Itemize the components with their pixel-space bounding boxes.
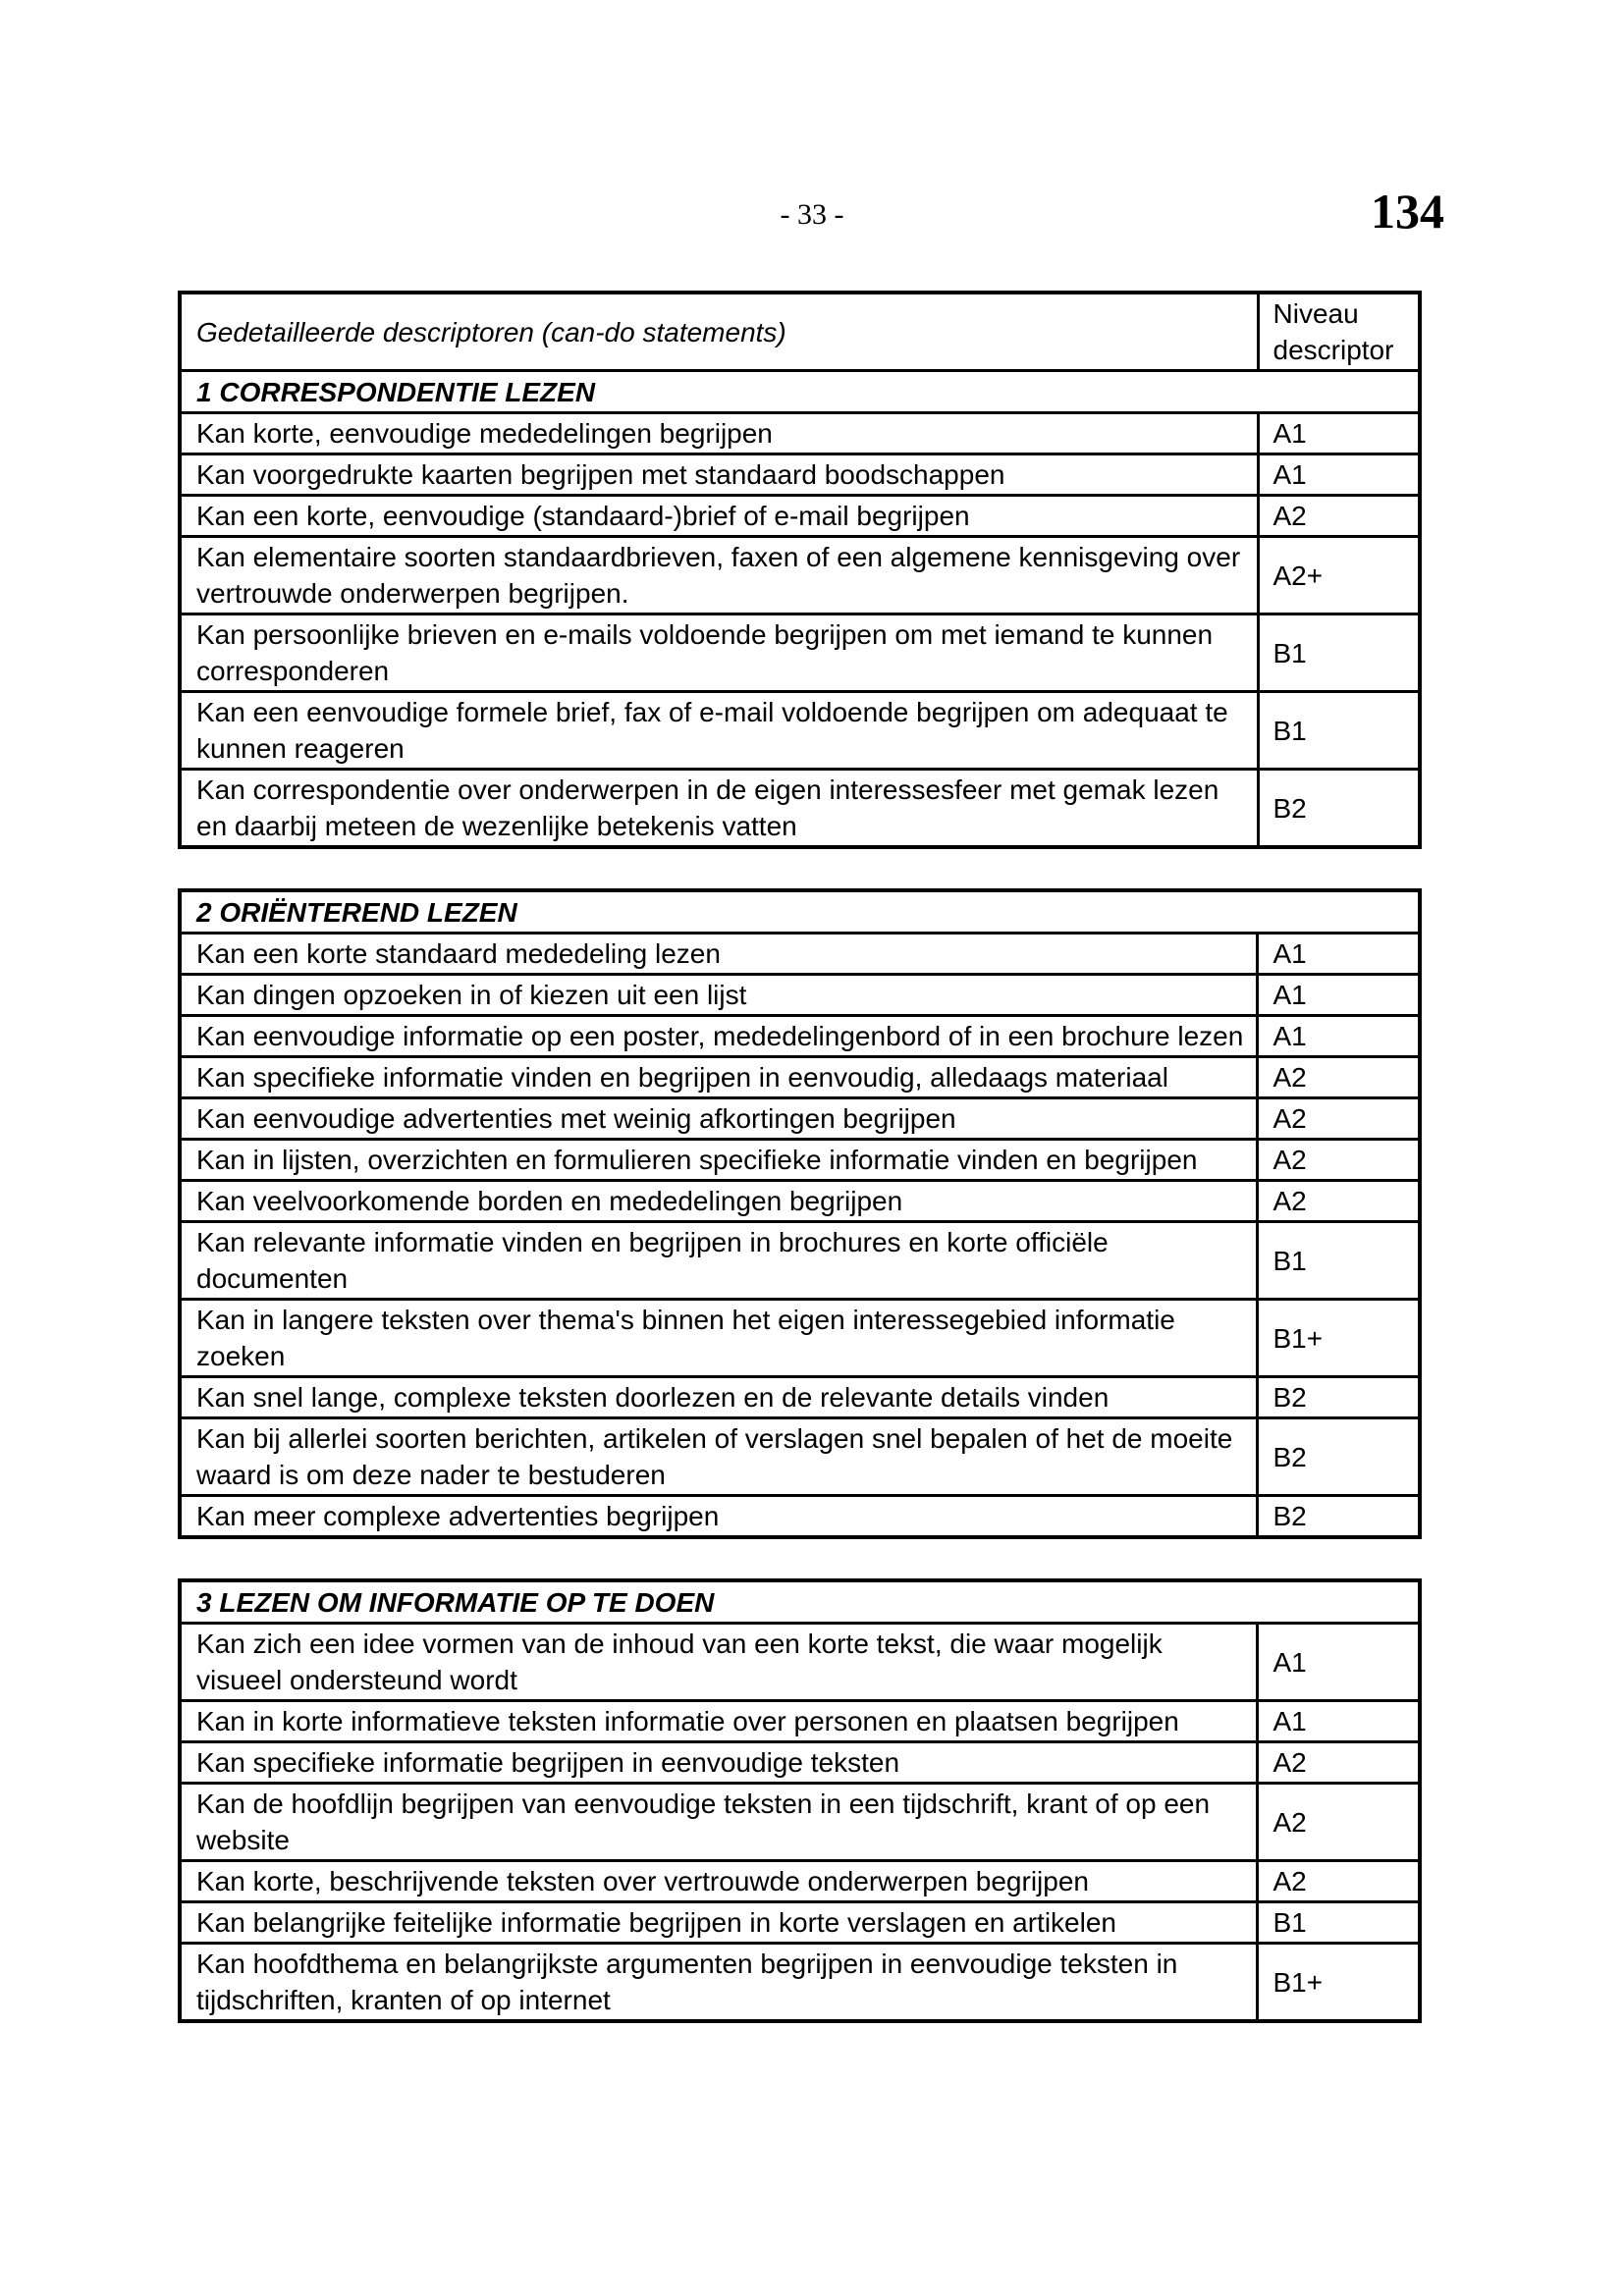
column-header-descriptors: Gedetailleerde descriptoren (can-do statements)	[180, 293, 1258, 371]
level-value: A2	[1258, 1861, 1420, 1902]
section-title-row	[180, 371, 1420, 413]
descriptor-row	[180, 1016, 1420, 1057]
level-value: B1	[1258, 692, 1420, 770]
descriptor-row	[180, 1300, 1420, 1377]
section-title: 2 ORIËNTEREND LEZEN	[180, 890, 1420, 934]
descriptor-row	[180, 537, 1420, 614]
descriptor-text: Kan in lijsten, overzichten en formulieren specifieke informatie vinden en begrijpen	[180, 1140, 1258, 1181]
level-value: A1	[1258, 1624, 1420, 1701]
descriptor-table-1	[178, 291, 1422, 849]
level-value: A1	[1258, 934, 1420, 975]
descriptor-text: Kan eenvoudige informatie op een poster, mededelingenbord of in een brochure lezen	[180, 1016, 1258, 1057]
level-value: B1+	[1258, 1944, 1420, 2022]
descriptor-text: Kan in langere teksten over thema's binnen het eigen interessegebied informatie zoeken	[180, 1300, 1258, 1377]
section-title-row	[180, 1580, 1420, 1624]
descriptor-row	[180, 1624, 1420, 1701]
descriptor-text: Kan specifieke informatie begrijpen in eenvoudige teksten	[180, 1742, 1258, 1784]
descriptor-row	[180, 454, 1420, 496]
section-title-row	[180, 890, 1420, 934]
descriptor-text: Kan persoonlijke brieven en e-mails voldoende begrijpen om met iemand te kunnen corresponderen	[180, 614, 1258, 692]
level-value: A2	[1258, 1057, 1420, 1098]
descriptor-row	[180, 692, 1420, 770]
descriptor-row	[180, 1377, 1420, 1418]
level-value: B1	[1258, 1222, 1420, 1300]
descriptor-text: Kan correspondentie over onderwerpen in de eigen interessesfeer met gemak lezen en daarbij meteen de wezenlijke betekenis vatten	[180, 770, 1258, 848]
descriptor-text: Kan dingen opzoeken in of kiezen uit een lijst	[180, 975, 1258, 1016]
level-value: B2	[1258, 1496, 1420, 1538]
descriptor-row	[180, 770, 1420, 848]
level-value: B2	[1258, 1418, 1420, 1496]
descriptor-row	[180, 1861, 1420, 1902]
column-header-level: Niveau descriptor	[1258, 293, 1420, 371]
level-value: A2	[1258, 1098, 1420, 1140]
descriptor-row	[180, 1057, 1420, 1098]
descriptor-text: Kan de hoofdlijn begrijpen van eenvoudige teksten in een tijdschrift, krant of op een website	[180, 1784, 1258, 1861]
descriptor-text: Kan korte, eenvoudige mededelingen begrijpen	[180, 413, 1258, 454]
descriptor-row	[180, 1742, 1420, 1784]
descriptor-text: Kan specifieke informatie vinden en begrijpen in eenvoudig, alledaags materiaal	[180, 1057, 1258, 1098]
descriptor-row	[180, 1098, 1420, 1140]
page-number-corner: 134	[1371, 184, 1444, 239]
level-value: B1+	[1258, 1300, 1420, 1377]
descriptor-text: Kan hoofdthema en belangrijkste argumenten begrijpen in eenvoudige teksten in tijdschriften, kranten of op internet	[180, 1944, 1258, 2022]
descriptor-row	[180, 1418, 1420, 1496]
descriptor-row	[180, 1944, 1420, 2022]
descriptor-table-3	[178, 1578, 1422, 2023]
descriptor-row	[180, 1701, 1420, 1742]
descriptor-text: Kan meer complexe advertenties begrijpen	[180, 1496, 1258, 1538]
level-value: A2	[1258, 1181, 1420, 1222]
level-value: A1	[1258, 975, 1420, 1016]
level-value: A2	[1258, 1784, 1420, 1861]
descriptor-row	[180, 413, 1420, 454]
descriptor-row	[180, 1902, 1420, 1944]
level-value: B2	[1258, 770, 1420, 848]
level-value: B2	[1258, 1377, 1420, 1418]
descriptor-row	[180, 1140, 1420, 1181]
descriptor-text: Kan zich een idee vormen van de inhoud van een korte tekst, die waar mogelijk visueel ondersteund wordt	[180, 1624, 1258, 1701]
descriptor-table-2	[178, 888, 1422, 1539]
descriptor-text: Kan een korte, eenvoudige (standaard-)brief of e-mail begrijpen	[180, 496, 1258, 537]
descriptor-row	[180, 614, 1420, 692]
descriptor-row	[180, 1496, 1420, 1538]
level-value: B1	[1258, 1902, 1420, 1944]
descriptor-text: Kan een eenvoudige formele brief, fax of e-mail voldoende begrijpen om adequaat te kunnen reageren	[180, 692, 1258, 770]
descriptor-text: Kan snel lange, complexe teksten doorlezen en de relevante details vinden	[180, 1377, 1258, 1418]
level-value: A2+	[1258, 537, 1420, 614]
descriptor-row	[180, 1222, 1420, 1300]
descriptor-text: Kan eenvoudige advertenties met weinig afkortingen begrijpen	[180, 1098, 1258, 1140]
section-title: 1 CORRESPONDENTIE LEZEN	[180, 371, 1420, 413]
page-number-center: - 33 -	[780, 198, 844, 231]
descriptor-row	[180, 934, 1420, 975]
descriptor-text: Kan voorgedrukte kaarten begrijpen met standaard boodschappen	[180, 454, 1258, 496]
descriptor-text: Kan korte, beschrijvende teksten over vertrouwde onderwerpen begrijpen	[180, 1861, 1258, 1902]
descriptor-text: Kan elementaire soorten standaardbrieven, faxen of een algemene kennisgeving over vertrouwde onderwerpen begrijpen.	[180, 537, 1258, 614]
descriptor-text: Kan een korte standaard mededeling lezen	[180, 934, 1258, 975]
descriptor-row	[180, 975, 1420, 1016]
descriptor-text: Kan belangrijke feitelijke informatie begrijpen in korte verslagen en artikelen	[180, 1902, 1258, 1944]
descriptor-row	[180, 1181, 1420, 1222]
descriptor-text: Kan bij allerlei soorten berichten, artikelen of verslagen snel bepalen of het de moeite waard is om deze nader te bestuderen	[180, 1418, 1258, 1496]
descriptor-row	[180, 496, 1420, 537]
descriptor-text: Kan in korte informatieve teksten informatie over personen en plaatsen begrijpen	[180, 1701, 1258, 1742]
level-value: A1	[1258, 1016, 1420, 1057]
descriptor-text: Kan veelvoorkomende borden en mededelingen begrijpen	[180, 1181, 1258, 1222]
level-value: A1	[1258, 454, 1420, 496]
level-value: A2	[1258, 1742, 1420, 1784]
descriptor-row	[180, 1784, 1420, 1861]
descriptor-tables	[178, 291, 1422, 2062]
level-value: B1	[1258, 614, 1420, 692]
level-value: A1	[1258, 413, 1420, 454]
level-value: A2	[1258, 496, 1420, 537]
section-title: 3 LEZEN OM INFORMATIE OP TE DOEN	[180, 1580, 1420, 1624]
column-header-row	[180, 293, 1420, 371]
descriptor-text: Kan relevante informatie vinden en begrijpen in brochures en korte officiële documenten	[180, 1222, 1258, 1300]
level-value: A2	[1258, 1140, 1420, 1181]
level-value: A1	[1258, 1701, 1420, 1742]
